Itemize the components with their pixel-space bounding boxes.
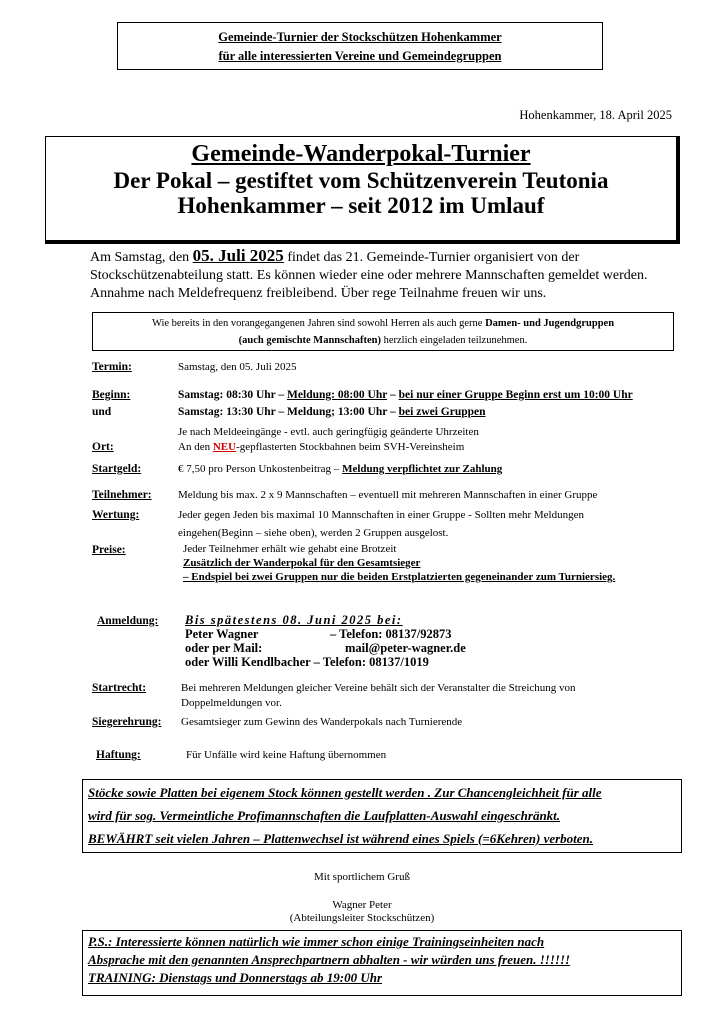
- ort-pre: An den: [178, 441, 213, 453]
- equipment-notice-box: [82, 779, 682, 853]
- equipment-line-2: wird für sog. Vermeintliche Profimannschaften die Laufplatten-Auswahl eingeschränkt.: [88, 808, 561, 823]
- anmeldung-label: Anmeldung:: [97, 615, 159, 627]
- equipment-line-3: BEWÄHRT seit vielen Jahren – Plattenwechsel ist während eines Spiels (=6Kehren) verboten.: [88, 831, 594, 846]
- preise-line-2: Zusätzlich der Wanderpokal für den Gesamtsieger: [183, 557, 421, 569]
- contact-mail-address: mail@peter-wagner.de: [345, 641, 466, 655]
- beginn-label: Beginn:: [92, 389, 131, 401]
- header-line-1: Gemeinde-Turnier der Stockschützen Hohenkammer: [218, 30, 502, 44]
- title-box: [45, 136, 680, 244]
- beginn-row-2: [178, 406, 486, 418]
- title-line-1: Gemeinde-Wanderpokal-Turnier: [191, 141, 531, 167]
- termin-label: Termin:: [92, 361, 132, 373]
- beginn-time-1: Samstag: 08:30 Uhr –: [178, 389, 288, 401]
- beginn-meldung-1: Meldung: 08:00 Uhr: [287, 389, 388, 401]
- title-line-2: Der Pokal – gestiftet vom Schützenverein Teutonia: [113, 168, 609, 193]
- notice-bold-mixed: (auch gemischte Mannschaften): [238, 335, 381, 346]
- startrecht-label: Startrecht:: [92, 682, 147, 694]
- preise-line-3: – Endspiel bei zwei Gruppen nur die beiden Erstplatzierten gegeneinander zum Turniersieg.: [183, 571, 616, 583]
- closing-role: (Abteilungsleiter Stockschützen): [289, 912, 435, 924]
- termin-value: Samstag, den 05. Juli 2025: [178, 361, 297, 373]
- ort-neu-highlight: NEU: [212, 441, 237, 453]
- startgeld-label: Startgeld:: [92, 463, 142, 475]
- ps-line-1: P.S.: Interessierte können natürlich wie immer schon einige Trainingseinheiten nach: [88, 934, 545, 949]
- notice-bold-groups: Damen- und Jugendgruppen: [485, 318, 615, 329]
- siegerehrung-label: Siegerehrung:: [92, 716, 162, 728]
- beginn-note-1: bei nur einer Gruppe Beginn erst um 10:00 Uhr: [398, 389, 633, 401]
- contact-peter-phone: – Telefon: 08137/92873: [330, 627, 452, 641]
- anmeldung-deadline: Bis spätestens 08. Juni 2025 bei:: [185, 613, 403, 627]
- teilnehmer-value: Meldung bis max. 2 x 9 Mannschaften – eventuell mit mehreren Mannschaften in einer Gruppe: [178, 489, 598, 501]
- beginn-note-2: bei zwei Gruppen: [398, 406, 486, 418]
- notice-post: herzlich eingeladen teilzunehmen.: [380, 335, 528, 346]
- intro-date: 05. Juli 2025: [192, 246, 284, 265]
- haftung-label: Haftung:: [96, 749, 141, 761]
- header-box: [117, 22, 603, 70]
- beginn-dash-1: –: [387, 389, 399, 401]
- wertung-line-1: Jeder gegen Jeden bis maximal 10 Mannschaften in einer Gruppe - Sollten mehr Meldungen: [178, 509, 584, 521]
- beginn-time-2: Samstag: 13:30 Uhr – Meldung; 13:00 Uhr: [178, 406, 388, 418]
- closing-name: Wagner Peter: [332, 899, 392, 911]
- intro-post: findet das 21. Gemeinde-Turnier organisiert von der: [283, 250, 580, 265]
- beginn-time-note: Je nach Meldeeingänge - evtl. auch geringfügig geänderte Uhrzeiten: [178, 426, 479, 438]
- teilnehmer-label: Teilnehmer:: [92, 489, 152, 501]
- ps-line-2: Absprache mit den genannten Ansprechpartnern abhalten - wir würden uns freuen. !!!!!!: [88, 952, 571, 967]
- beginn-und-label: und: [92, 406, 112, 418]
- beginn-row-1: [178, 389, 633, 401]
- ort-value: [178, 441, 464, 453]
- anmeldung-contacts: [185, 613, 466, 669]
- contact-mail-label: oder per Mail:: [185, 641, 263, 655]
- date-line: Hohenkammer, 18. April 2025: [519, 108, 672, 122]
- startgeld-value: [178, 463, 502, 475]
- ort-post: -gepflasterten Stockbahnen beim SVH-Vereinsheim: [236, 441, 465, 453]
- startgeld-obligation: Meldung verpflichtet zur Zahlung: [342, 463, 503, 475]
- intro-paragraph: [90, 247, 690, 303]
- header-line-2: für alle interessierten Vereine und Gemeindegruppen: [218, 49, 502, 63]
- title-line-3: Hohenkammer – seit 2012 im Umlauf: [177, 193, 545, 218]
- wertung-label: Wertung:: [92, 509, 140, 521]
- ort-label: Ort:: [92, 441, 114, 453]
- contact-peter-name: Peter Wagner: [185, 627, 259, 641]
- startrecht-line-1: Bei mehreren Meldungen gleicher Vereine behält sich der Veranstalter die Streichung von: [181, 682, 576, 694]
- preise-line-1: Jeder Teilnehmer erhält wie gehabt eine Brotzeit: [183, 543, 397, 555]
- notice-text: Wie bereits in den vorangegangenen Jahren sind sowohl Herren als auch gerne: [151, 318, 486, 329]
- invitation-notice-box: [92, 312, 674, 351]
- startgeld-amount: € 7,50 pro Person Unkostenbeitrag –: [178, 463, 343, 475]
- siegerehrung-value: Gesamtsieger zum Gewinn des Wanderpokals nach Turnierende: [181, 716, 463, 728]
- intro-line-3: Annahme nach Meldefrequenz freibleibend. Über rege Teilnahme freuen wir uns.: [90, 286, 547, 301]
- closing-greeting: Mit sportlichem Gruß: [314, 871, 410, 883]
- preise-label: Preise:: [92, 544, 126, 556]
- ps-box: [82, 930, 682, 996]
- wertung-line-2: eingehen(Beginn – siehe oben), werden 2 Gruppen ausgelost.: [178, 527, 449, 539]
- haftung-value: Für Unfälle wird keine Haftung übernommen: [186, 749, 387, 761]
- beginn-dash-2: –: [387, 406, 399, 418]
- startrecht-line-2: Doppelmeldungen vor.: [181, 697, 282, 709]
- intro-pre: Am Samstag, den: [90, 250, 193, 265]
- intro-line-2: Stockschützenabteilung statt. Es können wieder eine oder mehrere Mannschaften gemeldet werden.: [90, 268, 648, 283]
- contact-willi: oder Willi Kendlbacher – Telefon: 08137/1019: [185, 655, 429, 669]
- ps-line-3: TRAINING: Dienstags und Donnerstags ab 19:00 Uhr: [88, 970, 382, 985]
- equipment-line-1: Stöcke sowie Platten bei eigenem Stock können gestellt werden . Zur Chancengleichheit für alle: [88, 785, 602, 800]
